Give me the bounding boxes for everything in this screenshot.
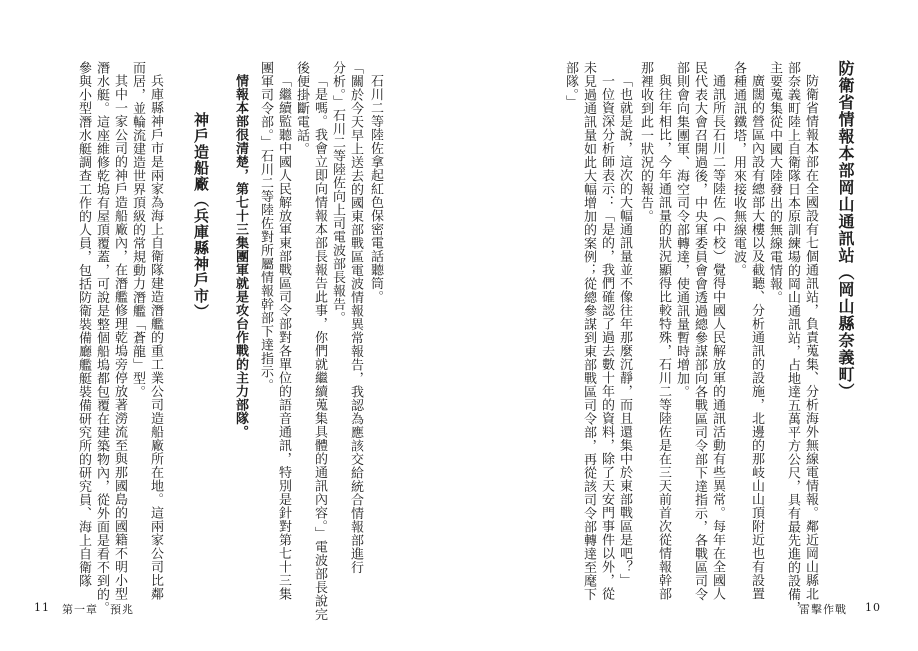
right-text-column: 部隊。」 (563, 61, 578, 109)
right-text-column: 部則會向集團軍、海空司令部轉達，使通訊量暫時增加。 (674, 61, 689, 399)
right-text-column: 未見過通訊量如此大幅增加的案例；從總參謀到東部戰區司令部，再從該司令部轉達至麾下 (581, 61, 596, 601)
right-text-column: 民代表大會召開過後，中央軍委員會會透過總參謀部向各戰區司令部下達指示，各戰區司令 (692, 61, 707, 601)
left-text-column: 「關於今天早上送去的國東部戰區電波情報異常報告，我認為應該交給統合情報部進行 (348, 61, 363, 574)
left-text-column: 參與小型潛水艇調查工作的人員，包括防衛裝備廳艦艇裝備研究所的研究員、海上自衛隊 (76, 61, 91, 588)
left-text-column: 「繼續監聽中國人民解放軍東部戰區司令部對各單位的語音通訊，特別是針對第七十三集 (276, 74, 291, 601)
left-text-column: 而居，並輪流建造世界頂級的常規動力潛艦「蒼龍」型。 (130, 61, 145, 399)
footer-page-number: 10 (865, 601, 881, 614)
right-text-column: 「也就是說，這次的大幅通訊量並不像往年那麼沉靜，而且還集中於東部戰區是吧？」 (617, 74, 632, 587)
left-text-column: 潛水艇。這座維修乾塢有屋頂覆蓋，可說是整個船塢都包覆在建築物內，從外面是看不到的。 (94, 61, 109, 615)
left-text-column: 分析。」石川二等陸佐向上司電波部長報告。 (330, 61, 345, 325)
section-heading-kobe: 神戶造船廠（兵庫縣神戶市） (192, 112, 210, 320)
right-text-column: 與往年相比，今年通訊量的狀況顯得比較特殊，石川二等陸佐是在三天前首次從情報幹部 (656, 74, 671, 601)
right-text-column: 部奈義町陸上自衛隊日本原訓練場的岡山通訊站，占地達五萬平方公尺，具有最先進的設備， (785, 61, 800, 615)
right-text-column: 那裡收到此一狀況的報告。 (638, 61, 653, 223)
right-text-column: 各種通訊鐵塔，用來接收無線電波。 (731, 61, 746, 277)
right-text-column: 通訊所長石川二等陸佐（中校）覺得中國人民解放軍的通訊活動有些異常。每年在全國人 (710, 74, 725, 601)
right-text-column: 廣闊的營區內設有總部大樓以及截聽、分析通訊的設施，北邊的那岐山山頂附近也有設置 (749, 74, 764, 601)
footer-book-title: 雷擊作戰 (799, 603, 847, 616)
left-text-column: 石川二等陸佐拿起紅色保密電話聽筒。 (368, 74, 383, 304)
left-text-column: 其中一家公司的神戶造船廠內，在潛艦修理乾塢旁停放著澇流至與那國島的國籍不明小型 (112, 74, 127, 601)
right-text-column: 主要蒐集從中國大陸發出的無線電情報。 (767, 61, 782, 304)
left-text-column: 「是嗎。我會立即向情報本部長報告此事，你們就繼續蒐集具體的通訊內容。」電波部長說完 (312, 74, 327, 621)
right-text-column: 防衛省情報本部在全國設有七個通訊站，負責蒐集、分析海外無線電情報。鄰近岡山縣北 (803, 74, 818, 601)
footer-chapter: 第一章 預兆 (62, 603, 134, 616)
right-page (459, 0, 918, 651)
left-text-column: 兵庫縣神戶市是兩家為海上自衛隊建造潛艦的重工業公司造船廠所在地。這兩家公司比鄰 (148, 74, 163, 601)
section-heading-okayama: 防衛省情報本部岡山通訊站（岡山縣奈義町） (836, 60, 855, 400)
left-text-column: 後便掛斷電話。 (294, 61, 309, 156)
left-text-column: 團軍司令部。」石川二等陸佐對所屬情報幹部下達指示。 (258, 61, 273, 392)
right-text-column: 一位資深分析師表示：「是的，我們確認了過去數十年的資料，除了天安門事件以外，從 (599, 74, 614, 601)
left-text-column: 情報本部很清楚，第七十三集團軍就是攻台作戰的主力部隊。 (233, 74, 248, 439)
footer-page-number: 11 (34, 601, 50, 614)
